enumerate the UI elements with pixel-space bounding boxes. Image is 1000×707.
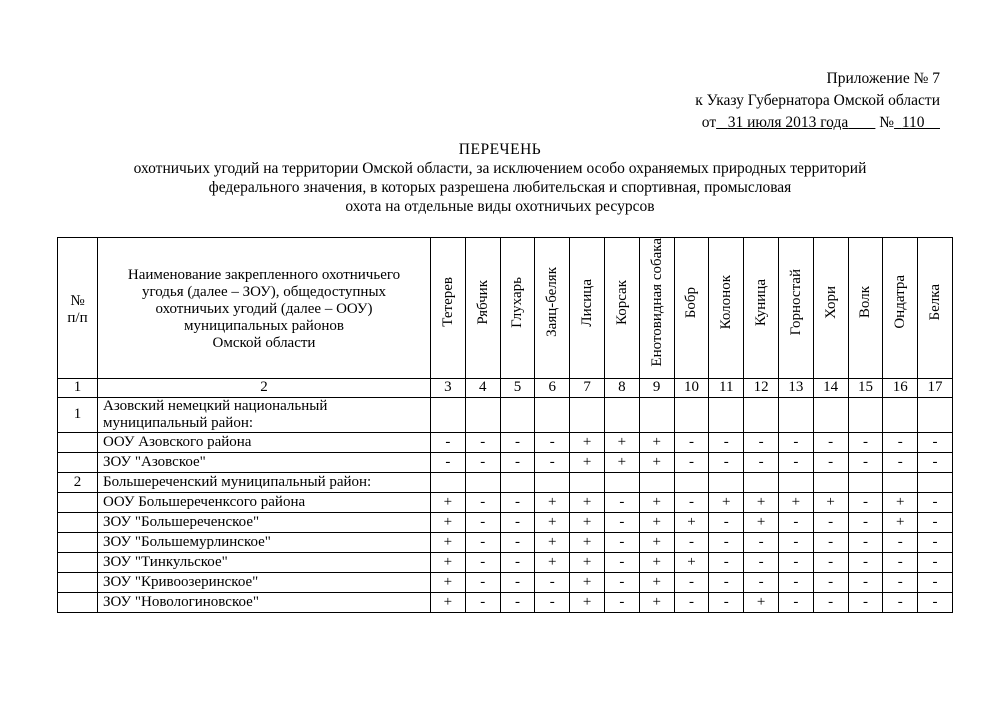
empty-cell [674, 472, 709, 492]
mark-cell: - [848, 492, 883, 512]
mark-cell: - [883, 432, 918, 452]
empty-cell [883, 472, 918, 492]
column-index-cell: 6 [535, 378, 570, 397]
column-index-cell: 17 [918, 378, 953, 397]
mark-cell: + [813, 492, 848, 512]
mark-cell: - [535, 452, 570, 472]
mark-cell: + [570, 572, 605, 592]
table-row [58, 512, 953, 532]
decree-number: 110 [901, 114, 925, 131]
title-line-3: охота на отдельные виды охотничьих ресурсов [345, 198, 655, 215]
mark-cell: + [570, 452, 605, 472]
mark-cell: - [431, 432, 466, 452]
empty-cell [500, 397, 535, 432]
species-label: Волк [857, 286, 874, 319]
district-name-line: Азовский немецкий национальный [103, 397, 328, 414]
title-line-2: федерального значения, в которых разрешена любительская и спортивная, промысловая [208, 179, 792, 196]
table-row [58, 452, 953, 472]
mark-cell: - [604, 492, 639, 512]
hunting-grounds-table [57, 237, 953, 613]
empty-cell [604, 397, 639, 432]
empty-cell [918, 472, 953, 492]
mark-cell: - [465, 592, 500, 612]
ground-name: ООУ Большереченксого района [98, 492, 431, 512]
mark-cell: - [848, 512, 883, 532]
ground-name: ЗОУ "Новологиновское" [98, 592, 431, 612]
species-label: Ондатра [892, 275, 909, 330]
table-body [58, 238, 953, 613]
mark-cell: + [431, 552, 466, 572]
mark-cell: - [848, 552, 883, 572]
ground-name: ЗОУ "Тинкульское" [98, 552, 431, 572]
mark-cell: - [778, 432, 813, 452]
species-label: Заяц-беляк [544, 267, 561, 338]
row-number-cell [58, 492, 98, 512]
species-header-cell [778, 238, 813, 379]
row-number-cell [58, 572, 98, 592]
mark-cell: - [604, 532, 639, 552]
mark-cell: - [918, 532, 953, 552]
column-index-cell: 10 [674, 378, 709, 397]
mark-cell: + [570, 512, 605, 532]
mark-cell: - [431, 452, 466, 472]
mark-cell: - [465, 452, 500, 472]
empty-cell [848, 397, 883, 432]
mark-cell: - [778, 512, 813, 532]
mark-cell: - [465, 552, 500, 572]
empty-cell [778, 472, 813, 492]
species-header-cell [813, 238, 848, 379]
mark-cell: + [639, 492, 674, 512]
species-label: Горностай [787, 269, 804, 336]
row-number-cell [58, 552, 98, 572]
mark-cell: - [918, 512, 953, 532]
mark-cell: - [604, 572, 639, 592]
district-number: 2 [58, 472, 98, 492]
mark-cell: - [918, 552, 953, 572]
mark-cell: - [604, 552, 639, 572]
mark-cell: - [500, 452, 535, 472]
species-header-cell [674, 238, 709, 379]
title-heading: ПЕРЕЧЕНЬ [458, 141, 542, 158]
empty-cell [535, 397, 570, 432]
empty-cell [570, 397, 605, 432]
mark-cell: + [639, 552, 674, 572]
mark-cell: - [500, 552, 535, 572]
mark-cell: - [883, 592, 918, 612]
mark-cell: - [604, 592, 639, 612]
mark-cell: - [778, 592, 813, 612]
species-header-cell [639, 238, 674, 379]
mark-cell: - [709, 452, 744, 472]
appendix-line-1: Приложение № 7 [826, 70, 940, 87]
mark-cell: - [883, 552, 918, 572]
table-row [58, 432, 953, 452]
mark-cell: - [744, 572, 779, 592]
mark-cell: - [500, 492, 535, 512]
mark-cell: - [813, 432, 848, 452]
appendix-date-line [695, 112, 940, 134]
mark-cell: - [744, 432, 779, 452]
header-num-cell [58, 238, 98, 379]
mark-cell: - [883, 532, 918, 552]
ground-name: ЗОУ "Большереченское" [98, 512, 431, 532]
mark-cell: - [744, 532, 779, 552]
mark-cell: - [813, 572, 848, 592]
mark-cell: - [709, 432, 744, 452]
mark-cell: - [918, 452, 953, 472]
mark-cell: + [639, 452, 674, 472]
empty-cell [918, 397, 953, 432]
mark-cell: - [500, 532, 535, 552]
column-index-cell: 12 [744, 378, 779, 397]
header-num-symbol: № [70, 292, 85, 309]
mark-cell: + [570, 592, 605, 612]
column-index-cell: 5 [500, 378, 535, 397]
ground-name: ЗОУ "Большемурлинское" [98, 532, 431, 552]
mark-cell: - [709, 572, 744, 592]
mark-cell: + [535, 552, 570, 572]
table-header-row [58, 238, 953, 379]
row-number-cell [58, 452, 98, 472]
mark-cell: - [535, 432, 570, 452]
mark-cell: - [500, 592, 535, 612]
mark-cell: - [848, 532, 883, 552]
species-header-cell [535, 238, 570, 379]
district-number: 1 [58, 397, 98, 432]
header-num-label: п/п [67, 309, 88, 326]
mark-cell: - [813, 532, 848, 552]
mark-cell: - [778, 452, 813, 472]
empty-cell [778, 397, 813, 432]
mark-cell: + [535, 512, 570, 532]
empty-cell [570, 472, 605, 492]
mark-cell: + [883, 492, 918, 512]
mark-cell: - [465, 572, 500, 592]
mark-cell: - [918, 432, 953, 452]
row-number-cell [58, 592, 98, 612]
mark-cell: - [674, 572, 709, 592]
empty-cell [813, 397, 848, 432]
empty-cell [883, 397, 918, 432]
mark-cell: - [778, 572, 813, 592]
mark-cell: - [465, 532, 500, 552]
empty-cell [813, 472, 848, 492]
empty-cell [709, 472, 744, 492]
mark-cell: - [709, 532, 744, 552]
mark-cell: + [431, 592, 466, 612]
number-prefix: № [879, 114, 895, 131]
table-row [58, 572, 953, 592]
mark-cell: + [431, 572, 466, 592]
mark-cell: + [535, 532, 570, 552]
species-label: Глухарь [509, 276, 526, 328]
mark-cell: - [674, 532, 709, 552]
district-row [58, 397, 953, 432]
mark-cell: - [674, 452, 709, 472]
column-index-cell: 14 [813, 378, 848, 397]
species-header-cell [883, 238, 918, 379]
species-label: Колонок [718, 275, 735, 330]
mark-cell: + [604, 452, 639, 472]
column-index-row [58, 378, 953, 397]
species-label: Тетерев [439, 277, 456, 328]
species-label: Куница [753, 278, 770, 326]
mark-cell: - [674, 492, 709, 512]
mark-cell: - [535, 592, 570, 612]
mark-cell: - [709, 552, 744, 572]
mark-cell: + [570, 532, 605, 552]
species-header-cell [465, 238, 500, 379]
column-index-cell: 8 [604, 378, 639, 397]
species-label: Рябчик [474, 280, 491, 325]
mark-cell: + [604, 432, 639, 452]
mark-cell: - [535, 572, 570, 592]
species-header-cell [604, 238, 639, 379]
ground-name: ЗОУ "Азовское" [98, 452, 431, 472]
mark-cell: - [848, 432, 883, 452]
mark-cell: - [813, 452, 848, 472]
decree-date: 31 июля 2013 года [727, 114, 849, 131]
header-name-line: охотничьих угодий (далее – ООУ) [155, 301, 373, 318]
column-index-cell: 7 [570, 378, 605, 397]
table-row [58, 592, 953, 612]
mark-cell: + [570, 552, 605, 572]
mark-cell: - [744, 452, 779, 472]
column-index-cell: 3 [431, 378, 466, 397]
mark-cell: + [639, 532, 674, 552]
mark-cell: + [535, 492, 570, 512]
mark-cell: + [570, 492, 605, 512]
species-label: Лисица [579, 278, 596, 327]
column-index-cell: 16 [883, 378, 918, 397]
mark-cell: - [918, 592, 953, 612]
document-title [60, 140, 940, 216]
mark-cell: + [744, 512, 779, 532]
empty-cell [744, 472, 779, 492]
empty-cell [465, 397, 500, 432]
column-index-cell: 15 [848, 378, 883, 397]
mark-cell: - [813, 512, 848, 532]
species-label: Белка [927, 284, 944, 321]
empty-cell [848, 472, 883, 492]
mark-cell: - [848, 592, 883, 612]
table-row [58, 492, 953, 512]
district-row [58, 472, 953, 492]
header-name-line: Наименование закрепленного охотничьего [127, 267, 401, 284]
district-name-line: Большереченский муниципальный район: [103, 473, 372, 490]
empty-cell [604, 472, 639, 492]
ground-name: ЗОУ "Кривоозеринское" [98, 572, 431, 592]
species-label: Корсак [613, 279, 630, 325]
species-header-cell [500, 238, 535, 379]
table-row [58, 552, 953, 572]
empty-cell [744, 397, 779, 432]
mark-cell: + [674, 512, 709, 532]
species-label: Бобр [683, 286, 700, 318]
empty-cell [431, 472, 466, 492]
header-name-line: муниципальных районов [184, 318, 344, 335]
mark-cell: + [709, 492, 744, 512]
mark-cell: + [778, 492, 813, 512]
district-name [98, 472, 431, 492]
species-header-cell [431, 238, 466, 379]
mark-cell: + [674, 552, 709, 572]
mark-cell: - [778, 552, 813, 572]
empty-cell [465, 472, 500, 492]
mark-cell: + [639, 592, 674, 612]
ground-name: ООУ Азовского района [98, 432, 431, 452]
mark-cell: - [883, 572, 918, 592]
mark-cell: + [570, 432, 605, 452]
mark-cell: - [813, 552, 848, 572]
row-number-cell [58, 512, 98, 532]
date-prefix: от [701, 114, 717, 131]
species-label: Енотовидная собака [648, 238, 665, 367]
column-index-cell: 9 [639, 378, 674, 397]
column-index-cell: 4 [465, 378, 500, 397]
mark-cell: + [431, 532, 466, 552]
appendix-line-2: к Указу Губернатора Омской области [695, 92, 940, 109]
mark-cell: - [500, 572, 535, 592]
district-name [98, 397, 431, 432]
mark-cell: + [883, 512, 918, 532]
empty-cell [639, 397, 674, 432]
mark-cell: - [918, 572, 953, 592]
mark-cell: - [465, 512, 500, 532]
mark-cell: - [709, 592, 744, 612]
mark-cell: + [639, 572, 674, 592]
mark-cell: - [500, 432, 535, 452]
district-name-line: муниципальный район: [103, 414, 254, 431]
species-header-cell [570, 238, 605, 379]
species-header-cell [709, 238, 744, 379]
mark-cell: - [918, 492, 953, 512]
mark-cell: - [778, 532, 813, 552]
mark-cell: - [709, 512, 744, 532]
empty-cell [639, 472, 674, 492]
header-name-line: угодья (далее – ЗОУ), общедоступных [141, 284, 387, 301]
mark-cell: - [848, 452, 883, 472]
header-name-line: Омской области [212, 335, 316, 352]
column-index-cell: 1 [58, 378, 98, 397]
header-name-cell [98, 238, 431, 379]
mark-cell: - [500, 512, 535, 532]
table-row [58, 532, 953, 552]
mark-cell: - [848, 572, 883, 592]
mark-cell: + [639, 432, 674, 452]
mark-cell: + [431, 512, 466, 532]
empty-cell [431, 397, 466, 432]
mark-cell: - [465, 432, 500, 452]
row-number-cell [58, 432, 98, 452]
mark-cell: + [744, 592, 779, 612]
empty-cell [535, 472, 570, 492]
mark-cell: + [744, 492, 779, 512]
column-index-cell: 2 [98, 378, 431, 397]
mark-cell: + [431, 492, 466, 512]
mark-cell: - [604, 512, 639, 532]
mark-cell: - [465, 492, 500, 512]
species-label: Хори [822, 285, 839, 319]
mark-cell: - [674, 592, 709, 612]
species-header-cell [918, 238, 953, 379]
species-header-cell [848, 238, 883, 379]
mark-cell: - [674, 432, 709, 452]
mark-cell: - [883, 452, 918, 472]
title-line-1: охотничьих угодий на территории Омской области, за исключением особо охраняемых природных территорий [133, 160, 867, 177]
empty-cell [674, 397, 709, 432]
row-number-cell [58, 532, 98, 552]
appendix-header [695, 68, 940, 134]
empty-cell [709, 397, 744, 432]
mark-cell: + [639, 512, 674, 532]
empty-cell [500, 472, 535, 492]
species-header-cell [744, 238, 779, 379]
mark-cell: - [744, 552, 779, 572]
mark-cell: - [813, 592, 848, 612]
column-index-cell: 13 [778, 378, 813, 397]
column-index-cell: 11 [709, 378, 744, 397]
